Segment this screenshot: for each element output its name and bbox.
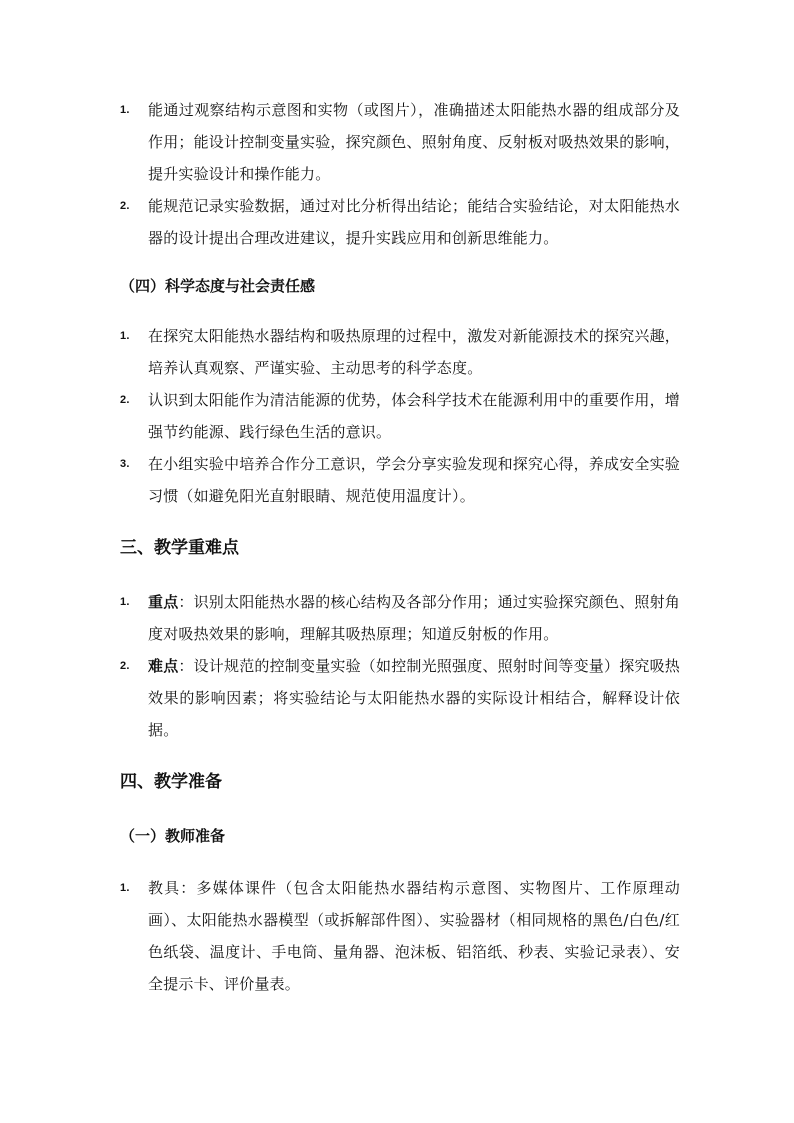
list-item-text: ：识别太阳能热水器的核心结构及各部分作用；通过实验探究颜色、照射角度对吸热效果的影响，理解其吸热原理；知道反射板的作用。 <box>148 593 681 643</box>
list-item <box>120 586 680 650</box>
list-item-text: 能规范记录实验数据，通过对比分析得出结论；能结合实验结论，对太阳能热水器的设计提出合理改进建议，提升实践应用和创新思维能力。 <box>148 197 681 247</box>
list-item <box>120 872 680 1000</box>
teacher-prep-list <box>120 872 680 1000</box>
section-heading-attitude: （四）科学态度与社会责任感 <box>120 277 316 295</box>
key-points-list <box>120 586 680 746</box>
list-item-text: 教具：多媒体课件（包含太阳能热水器结构示意图、实物图片、工作原理动画）、太阳能热水器模型（或拆解部件图）、实验器材（相同规格的黑色/白色/红色纸袋、温度计、手电筒、量角器、泡沫板、铝箔纸、秒表、实验记录表）、安全提示卡、评价量表。 <box>148 879 680 993</box>
list-item <box>120 650 680 746</box>
list-item <box>120 94 680 190</box>
list-item-text: 认识到太阳能作为清洁能源的优势，体会科学技术在能源利用中的重要作用，增强节约能源、践行绿色生活的意识。 <box>148 391 681 441</box>
ability-list <box>120 94 680 254</box>
heading-key-points: 三、教学重难点 <box>120 538 239 558</box>
difficulty-label: 难点 <box>148 657 179 675</box>
subheading-teacher-prep: （一）教师准备 <box>120 827 226 845</box>
heading-preparation: 四、教学准备 <box>120 772 222 792</box>
list-number: 3. <box>120 458 130 470</box>
list-number: 2. <box>120 200 130 212</box>
list-number: 1. <box>120 104 130 116</box>
list-item-text: 在小组实验中培养合作分工意识，学会分享实验发现和探究心得，养成安全实验习惯（如避免阳光直射眼睛、规范使用温度计）。 <box>148 455 681 505</box>
list-item-text: 能通过观察结构示意图和实物（或图片），准确描述太阳能热水器的组成部分及作用；能设计控制变量实验，探究颜色、照射角度、反射板对吸热效果的影响，提升实验设计和操作能力。 <box>148 101 681 183</box>
list-item <box>120 448 680 512</box>
list-item <box>120 190 680 254</box>
list-number: 1. <box>120 596 130 608</box>
list-number: 1. <box>120 882 130 894</box>
list-item-text: 在探究太阳能热水器结构和吸热原理的过程中，激发对新能源技术的探究兴趣，培养认真观察、严谨实验、主动思考的科学态度。 <box>148 327 681 377</box>
list-number: 1. <box>120 330 130 342</box>
list-item <box>120 320 680 384</box>
attitude-list <box>120 320 680 512</box>
list-number: 2. <box>120 394 130 406</box>
list-item <box>120 384 680 448</box>
list-number: 2. <box>120 660 130 672</box>
key-point-label: 重点 <box>148 593 179 611</box>
list-item-text: ：设计规范的控制变量实验（如控制光照强度、照射时间等变量）探究吸热效果的影响因素；将实验结论与太阳能热水器的实际设计相结合，解释设计依据。 <box>148 657 681 739</box>
